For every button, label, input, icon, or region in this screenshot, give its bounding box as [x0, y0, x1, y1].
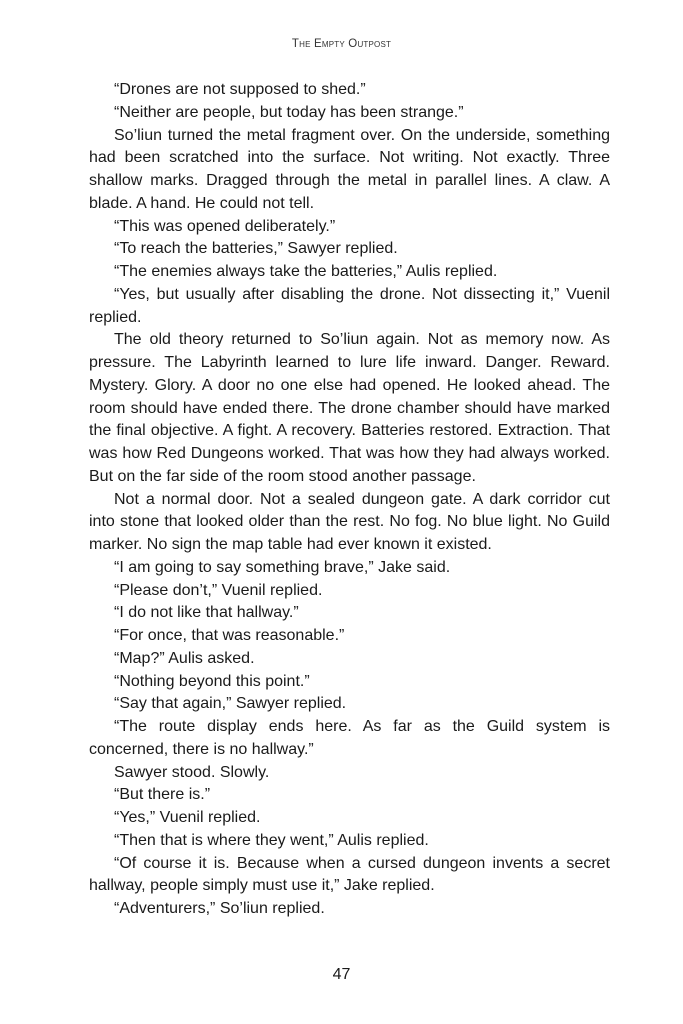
paragraph: “The route display ends here. As far as the Guild system is concerned, there is no hallway.” — [89, 718, 610, 758]
paragraph: “I do not like that hallway.” — [114, 604, 299, 622]
paragraph: “Nothing beyond this point.” — [114, 672, 310, 690]
paragraph: “Please don’t,” Vuenil replied. — [114, 581, 323, 599]
paragraph: The old theory returned to So’liun again. Not as memory now. As pressure. The Labyrinth learned to lure life inward. Danger. Reward. Mystery. Glory. A door no one else had opened. He looked ahead. The room should have ended there. The drone chamber should have marked the final objective. A fight. A recovery. Batteries restored. Extraction. That was how Red Dungeons worked. That was how they had always worked. But on the far side of the room stood another passage. — [89, 331, 610, 485]
paragraph: “To reach the batteries,” Sawyer replied. — [114, 240, 398, 258]
running-title: The Empty Outpost — [291, 38, 392, 50]
paragraph: “Say that again,” Sawyer replied. — [114, 695, 347, 713]
body-text — [89, 79, 610, 921]
paragraph: “Drones are not supposed to shed.” — [114, 81, 366, 98]
paragraph: “This was opened deliberately.” — [114, 217, 336, 235]
paragraph: “Map?” Aulis asked. — [114, 649, 255, 667]
paragraph: Sawyer stood. Slowly. — [114, 763, 270, 781]
paragraph: “Yes,” Vuenil replied. — [114, 809, 261, 826]
paragraph: “The enemies always take the batteries,” Aulis replied. — [114, 263, 498, 280]
paragraph: “Then that is where they went,” Aulis replied. — [114, 831, 429, 849]
paragraph: “Yes, but usually after disabling the drone. Not dissecting it,” Vuenil replied. — [89, 285, 610, 326]
paragraph: So’liun turned the metal fragment over. On the underside, something had been scratched into the surface. Not writing. Not exactly. Three shallow marks. Dragged through the metal in parallel lines. A claw. A blade. A hand. He could not tell. — [89, 126, 610, 212]
paragraph: “Adventurers,” So’liun replied. — [114, 900, 325, 917]
paragraph: “But there is.” — [114, 786, 211, 804]
paragraph: “Neither are people, but today has been strange.” — [114, 103, 464, 121]
page-number: 47 — [332, 966, 351, 983]
paragraph: “I am going to say something brave,” Jake said. — [114, 558, 451, 576]
paragraph: “For once, that was reasonable.” — [114, 627, 345, 644]
paragraph: “Of course it is. Because when a cursed dungeon invents a secret hallway, people simply must use it,” Jake replied. — [89, 854, 610, 895]
paragraph: Not a normal door. Not a sealed dungeon gate. A dark corridor cut into stone that looked older than the rest. No fog. No blue light. No Guild marker. No sign the map table had ever known it existed. — [89, 490, 610, 553]
